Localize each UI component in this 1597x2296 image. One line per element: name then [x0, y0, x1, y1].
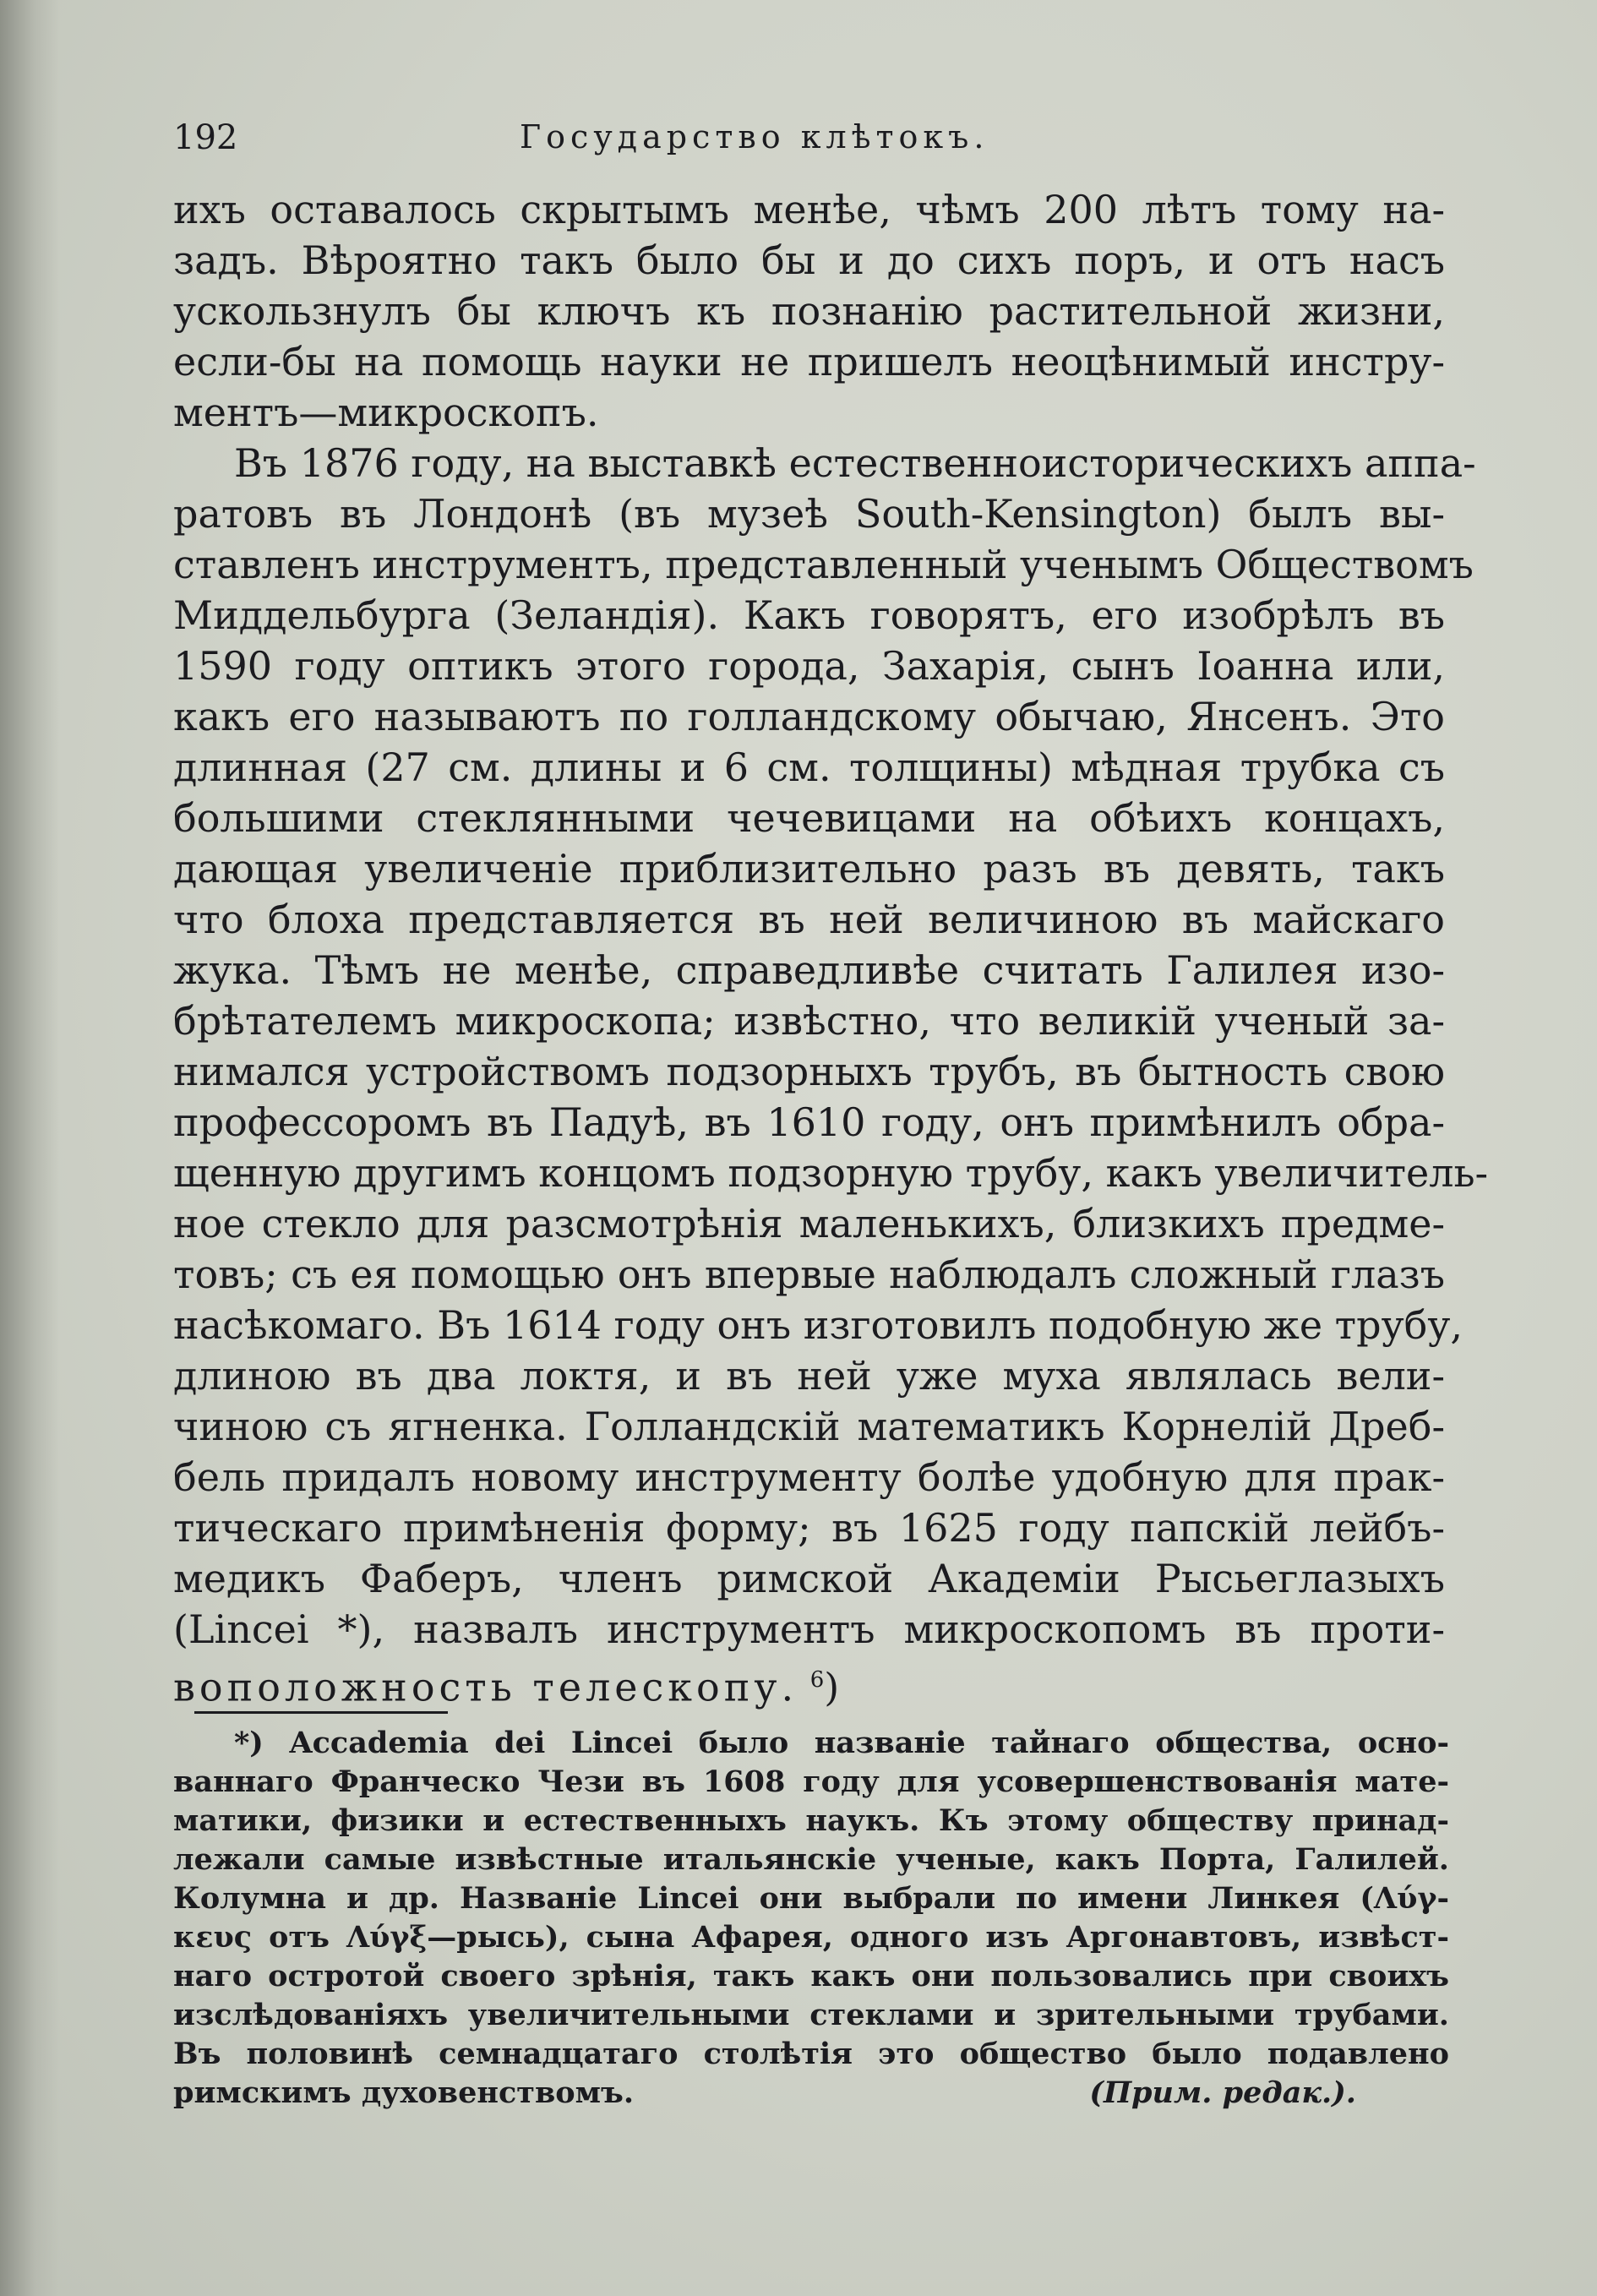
text-line: длиною въ два локтя, и въ ней уже муха являлась вели- — [173, 1353, 1445, 1399]
editor-note: (Прим. редак.). — [1089, 2075, 1356, 2110]
text-line: жука. Тѣмъ не менѣе, справедливѣе считать Галилея изо- — [173, 947, 1445, 993]
text-line: медикъ Фаберъ, членъ римской Академіи Рысьеглазыхъ — [173, 1556, 1445, 1601]
footnote-final-text: римскимъ духовенствомъ. — [173, 2075, 635, 2110]
footnote-final-line — [173, 2074, 1449, 2113]
text-line: Миддельбурга (Зеландія). Какъ говорятъ, его изобрѣлъ въ — [173, 592, 1445, 638]
main-text — [173, 184, 1489, 1710]
footnote-line: изслѣдованіяхъ увеличительными стеклами и зрительными трубами. — [173, 1998, 1449, 2032]
text-line: длинная (27 см. длины и 6 см. толщины) мѣдная трубка съ — [173, 744, 1445, 790]
footnote-divider — [194, 1711, 448, 1714]
footnote-line: *) Accademia dei Lincei было названіе тайнаго общества, осно- — [234, 1726, 1449, 1760]
text-line: насѣкомаго. Въ 1614 году онъ изготовилъ подобную же трубу, — [173, 1302, 1463, 1348]
text-line: если-бы на помощь науки не пришелъ неоцѣнимый инстру- — [173, 339, 1445, 384]
text-line: ставленъ инструментъ, представленный ученымъ Обществомъ — [173, 542, 1474, 587]
page-number: 192 — [173, 118, 238, 157]
text-line: чиною съ ягненка. Голландскій математикъ Корнелій Дреб- — [173, 1404, 1445, 1449]
text-line: что блоха представляется въ ней величиною въ майскаго — [173, 897, 1445, 942]
text-line: ихъ оставалось скрытымъ менѣе, чѣмъ 200 лѣтъ тому на- — [173, 187, 1445, 232]
text-line: большими стеклянными чечевицами на обѣихъ концахъ, — [173, 795, 1445, 841]
spaced-phrase: воположность телескопу. — [173, 1664, 798, 1710]
page-header — [173, 118, 1445, 169]
footnote-block — [173, 1724, 1449, 2113]
footnote-line: ваннаго Франческо Чези въ 1608 году для усовершенствованія мате- — [173, 1764, 1449, 1799]
text-line: ментъ—микроскопъ. — [173, 390, 599, 435]
footnote-line: лежали самые извѣстные итальянскіе ученые, какъ Порта, Галилей. — [173, 1842, 1449, 1877]
text-line: бель придалъ новому инструменту болѣе удобную для прак- — [173, 1454, 1445, 1500]
footnote-line: κευς отъ Λύγξ—рысь), сына Афарея, одного изъ Аргонавтовъ, извѣст- — [173, 1920, 1449, 1955]
text-line: ускользнулъ бы ключъ къ познанію растительной жизни, — [173, 288, 1445, 334]
footnote-line: матики, физики и естественныхъ наукъ. Къ этому обществу принад- — [173, 1803, 1449, 1838]
text-line: (Lincei *), назвалъ инструментъ микроскопомъ въ проти- — [173, 1606, 1445, 1652]
footnote-line: Въ половинѣ семнадцатаго столѣтія это общество было подавлено — [173, 2037, 1449, 2071]
text-line: 1590 году оптикъ этого города, Захарія, сынъ Іоанна или, — [173, 643, 1445, 689]
text-line: Въ 1876 году, на выставкѣ естественноисторическихъ аппа- — [234, 440, 1476, 486]
text-line: ное стекло для разсмотрѣнія маленькихъ, близкихъ предме- — [173, 1201, 1445, 1246]
text-line: щенную другимъ концомъ подзорную трубу, какъ увеличитель- — [173, 1150, 1489, 1196]
text-line: тическаго примѣненія форму; въ 1625 году папскій лейбъ- — [173, 1505, 1445, 1551]
text-line: нимался устройствомъ подзорныхъ трубъ, въ бытность свою — [173, 1049, 1445, 1094]
text-line: товъ; съ ея помощью онъ впервые наблюдалъ сложный глазъ — [173, 1252, 1445, 1297]
closing-paren: ) — [824, 1664, 840, 1710]
text-line: какъ его называютъ по голландскому обычаю, Янсенъ. Это — [173, 694, 1445, 739]
footnote-line: наго остротой своего зрѣнія, такъ какъ они пользовались при своихъ — [173, 1959, 1449, 1993]
text-line-final — [173, 1655, 1445, 1710]
text-line: брѣтателемъ микроскопа; извѣстно, что великій ученый за- — [173, 998, 1445, 1044]
text-line: дающая увеличеніе приблизительно разъ въ девять, такъ — [173, 846, 1445, 892]
text-line: задъ. Вѣроятно такъ было бы и до сихъ поръ, и отъ насъ — [173, 237, 1445, 283]
running-title: Государство клѣтокъ. — [520, 118, 989, 155]
text-line: ратовъ въ Лондонѣ (въ музеѣ South-Kensington) былъ вы- — [173, 491, 1445, 537]
footnote-ref: 6 — [809, 1667, 825, 1693]
gutter-shadow — [0, 0, 59, 2296]
footnote-line: Колумна и др. Названіе Lincei они выбрали по имени Линкея (Λύγ- — [173, 1881, 1449, 1916]
text-line: профессоромъ въ Падуѣ, въ 1610 году, онъ примѣнилъ обра- — [173, 1099, 1445, 1145]
